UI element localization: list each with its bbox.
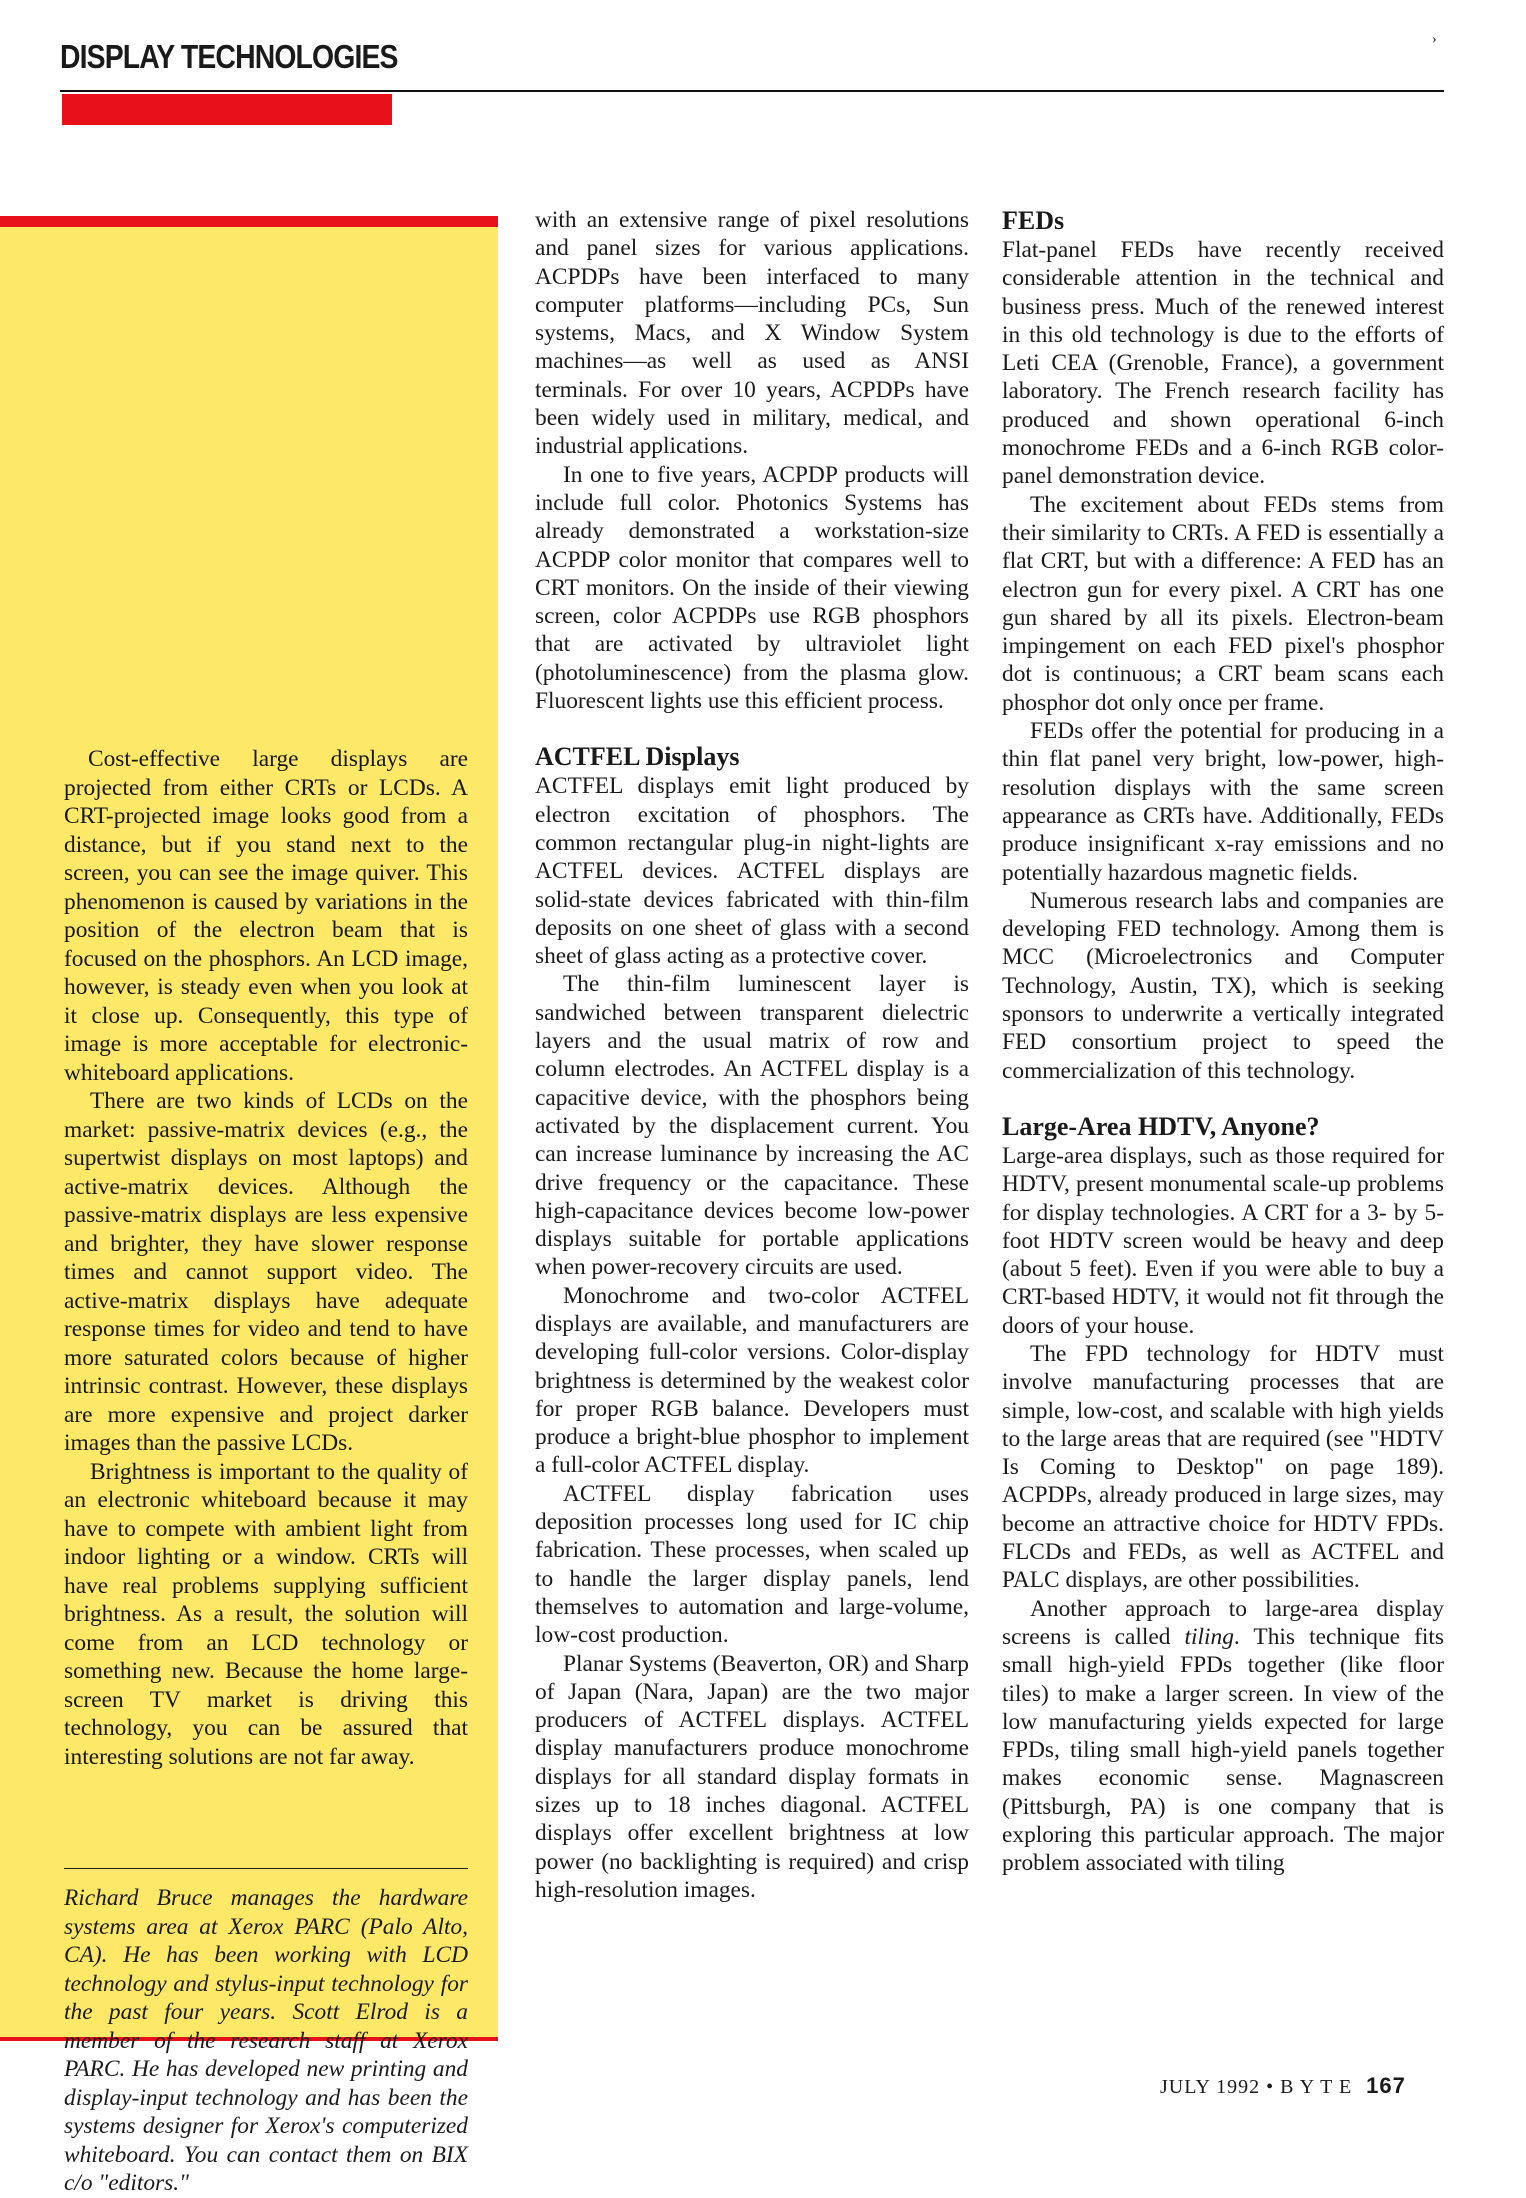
paragraph-part: . This technique fits small high-yield FPDs together (like floor tiles) to make a larger screen. In view of the low manufacturing yields expected for large FPDs, tiling small high-yield panels together makes economic sense. Magnascreen (Pittsburgh, PA) is one company that is exploring this particular approach. The major problem associated with tiling [1002,1623,1444,1877]
header-rule [60,90,1444,92]
sidebar-text [64,745,468,1771]
paragraph-part: Another approach to large-area display screens is called [1002,1595,1444,1650]
header-red-bar [62,94,392,125]
page-footer [1160,2073,1406,2099]
corner-mark: › [1432,32,1437,47]
paragraph: The FPD technology for HDTV must involve manufacturing processes that are simple, low-cost, and scalable with high yields to the large areas that are required (see "HDTV Is Coming to Desktop" on page 189). ACPDPs, already produced in large sizes, may become an attractive choice for HDTV FPDs. FLCDs and FEDs, as well as ACTFEL and PALC displays, are other possibilities. [1002,1340,1444,1594]
sidebar-paragraph: There are two kinds of LCDs on the market: passive-matrix devices (e.g., the supertwist displays on most laptops) and active-matrix devices. Although the passive-matrix displays are less expensive and brighter, they have slower response times and cannot support video. The active-matrix displays have adequate response times for video and tend to have more saturated colors because of higher intrinsic contrast. However, these displays are more expensive and project darker images than the passive LCDs. [64,1088,468,1456]
term-tiling: tiling [1184,1623,1234,1650]
sidebar-panel [0,216,498,2196]
paragraph [1002,1595,1444,1878]
sidebar-paragraph: Brightness is important to the quality of an electronic whiteboard because it may have to compete with ambient light from indoor lighting or a window. CRTs will have real problems supplying sufficient brightness. As a result, the solution will come from an LCD technology or something new. Because the home large-screen TV market is driving this technology, you can be assured that interesting solutions are not far away. [64,1458,468,1770]
heading-actfel: ACTFEL Displays [535,742,740,772]
paragraph: FEDs offer the potential for producing in a thin flat panel very bright, low-power, high-resolution displays with the same screen appearance as CRTs have. Additionally, FEDs produce insignificant x-ray emissions and no potentially hazardous magnetic fields. [1002,718,1444,886]
issue-label: JULY 1992 • B Y T E [1160,2076,1353,2098]
sidebar-paragraph: Cost-effective large displays are projected from either CRTs or LCDs. A CRT-projected image looks good from a distance, but if you stand next to the screen, you can see the image quiver. This phenomenon is caused by variations in the position of the electron beam that is focused on the phosphors. An LCD image, however, is steady even when you look at it close up. Consequently, this type of image is more acceptable for electronic-whiteboard applications. [64,746,468,1086]
heading-feds: FEDs [1002,206,1065,235]
paragraph: Flat-panel FEDs have recently received considerable attention in the technical and business press. Much of the renewed interest in this old technology is due to the efforts of Leti CEA (Grenoble, France), a government laboratory. The French research facility has produced and shown operational 6-inch monochrome FEDs and a 6-inch RGB color-panel demonstration device. [1002,237,1444,490]
paragraph: Large-area displays, such as those required for HDTV, present monumental scale-up problems for display technologies. A CRT for a 3- by 5-foot HDTV screen would be heavy and deep (about 5 feet). Even if you were able to buy a CRT-based HDTV, it would not fit through the doors of your house. [1002,1142,1444,1339]
middle-column [535,206,969,1904]
right-column [1002,206,1444,1878]
paragraph: ACTFEL display fabrication uses deposition processes long used for IC chip fabrication. These processes, when scaled up to handle the larger display panels, lend themselves to automation and large-volume, low-cost production. [535,1480,969,1649]
paragraph: The excitement about FEDs stems from their similarity to CRTs. A FED is essentially a flat CRT, but with a difference: A FED has an electron gun for every pixel. A CRT has one gun shared by all its pixels. Electron-beam impingement on each FED pixel's phosphor dot is continuous; a CRT beam scans each phosphor dot only once per frame. [1002,491,1444,716]
sidebar-divider [64,1868,468,1869]
paragraph: Numerous research labs and companies are developing FED technology. Among them is MCC (Microelectronics and Computer Technology, Austin, TX), which is seeking sponsors to underwrite a vertically integrated FED consortium project to speed the commercialization of this technology. [1002,887,1444,1084]
author-bio: Richard Bruce manages the hardware systems area at Xerox PARC (Palo Alto, CA). He has been working with LCD technology and stylus-input technology for the past four years. Scott Elrod is a member of the research staff at Xerox PARC. He has developed new printing and display-input technology and has been the systems designer for Xerox's computerized whiteboard. You can contact them on BIX c/o "editors." [64,1885,468,2196]
paragraph: In one to five years, ACPDP products will include full color. Photonics Systems has already demonstrated a workstation-size ACPDP color monitor that compares well to CRT monitors. On the inside of their viewing screen, color ACPDPs use RGB phosphors that are activated by ultraviolet light (photoluminescence) from the plasma glow. Fluorescent lights use this efficient process. [535,461,969,715]
paragraph: with an extensive range of pixel resolutions and panel sizes for various applications. ACPDPs have been interfaced to many computer platforms—including PCs, Sun systems, Macs, and X Window System machines—as well as used as ANSI terminals. For over 10 years, ACPDPs have been widely used in military, medical, and industrial applications. [535,207,969,460]
page-number: 167 [1366,2073,1406,2098]
heading-hdtv: Large-Area HDTV, Anyone? [1002,1111,1320,1141]
paragraph: Monochrome and two-color ACTFEL displays are available, and manufacturers are developing full-color versions. Color-display brightness is determined by the weakest color for proper RGB balance. Developers must produce a bright-blue phosphor to implement a full-color ACTFEL display. [535,1282,969,1479]
section-title: DISPLAY TECHNOLOGIES [60,38,398,75]
paragraph: The thin-film luminescent layer is sandwiched between transparent dielectric layers and the usual matrix of row and column electrodes. An ACTFEL display is a capacitive device, with the phosphors being activated by the displacement current. You can increase luminance by increasing the AC drive frequency or the capacitance. These high-capacitance devices become low-power displays suitable for portable applications when power-recovery circuits are used. [535,971,969,1281]
paragraph: ACTFEL displays emit light produced by electron excitation of phosphors. The common rectangular plug-in night-lights are ACTFEL devices. ACTFEL displays are solid-state devices fabricated with thin-film deposits on one sheet of glass with a second sheet of glass acting as a protective cover. [535,773,969,970]
paragraph: Planar Systems (Beaverton, OR) and Sharp of Japan (Nara, Japan) are the two major producers of ACTFEL displays. ACTFEL display manufacturers produce monochrome displays for all standard display formats in sizes up to 18 inches diagonal. ACTFEL displays offer excellent brightness at low power (no backlighting is required) and crisp high-resolution images. [535,1650,969,1903]
